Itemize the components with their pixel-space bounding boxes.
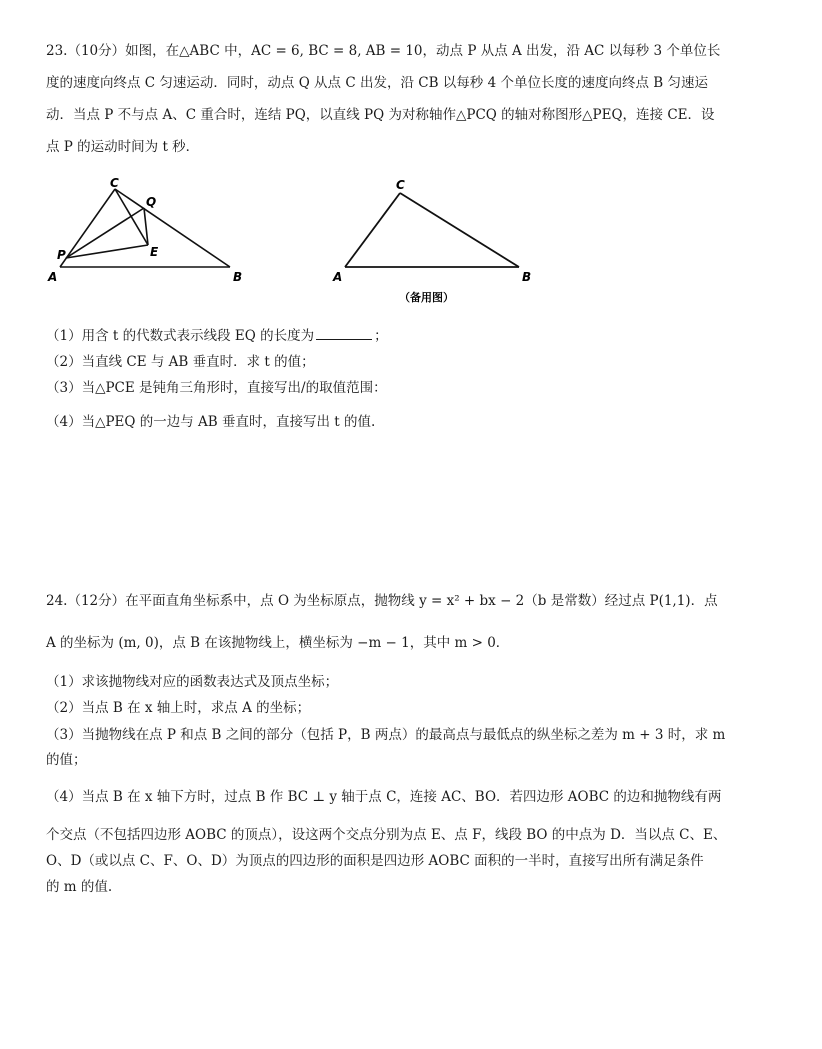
fig1-label-c: C [110,176,119,190]
q23-stem-line-3: 动．当点 P 不与点 A、C 重合时，连结 PQ，以直线 PQ 为对称轴作△PCQ 的轴对称图形△PEQ，连接 CE．设 [46,107,715,123]
q24-part-4-line-4: 的 m 的值. [46,879,113,895]
q23-stem-line-1: 23.（10分）如图，在△ABC 中，AC = 6, BC = 8, AB = 10，动点 P 从点 A 出发，沿 AC 以每秒 3 个单位长 [46,43,721,59]
segment-pe [66,245,148,258]
q23-part-1 [46,327,776,345]
q24-part-3-line-2: 的值； [46,752,87,768]
q24-part-3-line-1: （3）当抛物线在点 P 和点 B 之间的部分（包括 P，B 两点）的最高点与最低点的纵坐标之差为 m + 3 时，求 m [46,727,726,743]
segment-ce [115,189,148,245]
q23-part-2: （2）当直线 CE 与 AB 垂直时．求 t 的值； [46,354,315,370]
fig2-label-c: C [396,178,405,192]
q23-stem-line-4: 点 P 的运动时间为 t 秒． [46,139,200,155]
q24-part-4-line-1: （4）当点 B 在 x 轴下方时，过点 B 作 BC ⊥ y 轴于点 C，连接 AC、BO．若四边形 AOBC 的边和抛物线有两 [46,789,722,805]
q24-part-4-line-3: O、D（或以点 C、F、O、D）为顶点的四边形的面积是四边形 AOBC 面积的一半时，直接写出所有满足条件 [46,853,704,869]
fig1-label-q: Q [146,195,157,209]
q24-stem-line-1: 24.（12分）在平面直角坐标系中，点 O 为坐标原点，抛物线 y = x² + bx − 2（b 是常数）经过点 P(1,1)．点 [46,593,718,609]
fig1-label-e: E [150,245,159,259]
fig1-label-p: P [57,248,66,262]
q24-stem-line-2: A 的坐标为 (m, 0)，点 B 在该抛物线上，横坐标为 −m − 1，其中 m > 0． [46,635,510,651]
answer-blank[interactable] [316,327,372,340]
q24-part-2: （2）当点 B 在 x 轴上时，求点 A 的坐标； [46,700,311,716]
spare-segment-ac [345,193,400,267]
fig2-caption: （备用图） [399,291,454,304]
q23-stem-line-2: 度的速度向终点 C 匀速运动．同时，动点 Q 从点 C 出发，沿 CB 以每秒 4 个单位长度的速度向终点 B 匀速运 [46,75,708,91]
q24-part-4-line-2: 个交点（不包括四边形 AOBC 的顶点），设这两个交点分别为点 E、点 F，线段 BO 的中点为 D．当以点 C、E、 [46,827,727,843]
q24-part-1: （1）求该抛物线对应的函数表达式及顶点坐标； [46,674,339,690]
q23-part-1-suffix: ； [374,328,388,344]
q23-part-1-text: （1）用含 t 的代数式表示线段 EQ 的长度为 [46,328,315,344]
q23-figure-spare [325,175,545,305]
fig1-label-b: B [233,270,243,284]
fig1-label-a: A [48,270,58,284]
q23-part-4: （4）当△PEQ 的一边与 AB 垂直时，直接写出 t 的值. [46,414,376,430]
segment-cb [115,189,230,267]
segment-pq [66,208,144,258]
q23-part-3: （3）当△PCE 是钝角三角形时，直接写出/的取值范围： [46,380,387,396]
fig2-label-a: A [333,270,343,284]
fig2-label-b: B [522,270,532,284]
spare-segment-cb [400,193,519,267]
q23-figure-main [40,175,260,290]
